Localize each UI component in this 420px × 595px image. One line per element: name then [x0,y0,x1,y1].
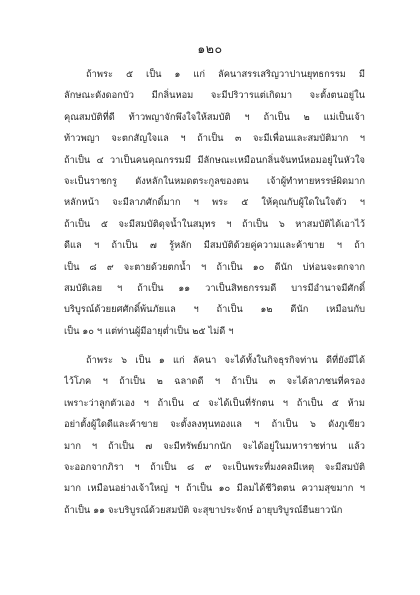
text-line: เพราะว่าลูกตัวเอง ฯ ถ้าเป็น ๔ จะได้เป็นที่รักตน ฯ ถ้าเป็น ๕ ห้าม [64,397,365,409]
text-line: ลักษณะดังดอกบัว มีกลิ่นหอม จะมีปริวารแต่เกิดมา จะตั้งตนอยู่ใน [64,90,365,102]
text-line: มาก เหมือนอย่างเจ้าใหญ่ ฯ ถ้าเป็น ๑๐ มีลมได้ชีวิตตน ความสุขมาก ฯ [64,483,365,495]
text-line: จะออกจากภิรา ฯ ถ้าเป็น ๘ ๙ จะเป็นพระที่มงคลมีเหตุ จะมีสมบัติ [64,462,365,474]
text-line: บริบูรณ์ด้วยยศศักดิ์พ้นภัยแล ฯ ถ้าเป็น ๑๒ ดีนัก เหมือนกับ [64,304,365,316]
paragraph-1 [64,64,365,342]
text-line: เป็น ๘ ๙ จะตายด้วยตกน้ำ ฯ ถ้าเป็น ๑๐ ดีนัก บ่ห่อนจะตกจาก [64,261,365,273]
text-line: ไว้โภค ฯ ถ้าเป็น ๒ ฉลาดดี ฯ ถ้าเป็น ๓ จะได้ลาภชนที่ครอง [64,376,365,388]
text-line: อย่าตั้งผู้ใดดีและค้าขาย จะตั้งลงทุนทองแล ฯ ถ้าเป็น ๖ ดังภูเขียว [64,419,365,431]
text-line: ถ้าเป็น ๕ จะมีสมบัติดุจน้ำในสมุทร ฯ ถ้าเป็น ๖ หาสมบัติได้เอาไว้ [64,218,365,230]
page-number: ๑๒๐ [197,41,223,56]
text-line: ถ้าเป็น ๔ วาเป็นคนคุณกรรมมี มีลักษณะเหมือนกลิ่นจันทน์หอมอยู่ในหัวใจ [64,154,365,166]
text-line: คุณสมบัติที่ดี ท้าวพญาจักพึงใจให้สมบัติ ฯ ถ้าเป็น ๒ แม่เป็นเจ้า [64,111,365,123]
text-line: สมบัติเลย ฯ ถ้าเป็น ๑๑ วาเป็นสิทธกรรมดี บารมีอำนาจมีศักดิ์ [64,282,365,294]
text-line: เป็น ๑๐ ฯ แต่ท่านผู้มีอายุต่ำเป็น ๒๕ ไม่ดี ฯ [64,325,234,337]
text-line: มาก ฯ ถ้าเป็น ๗ จะมีทรัพย์มากนัก จะได้อยู่ในมหาราชท่าน แล้ว [64,440,365,452]
paragraph-2 [64,350,365,521]
text-line: ถ้าเป็น ๑๑ จะบริบูรณ์ด้วยสมบัติ จะสุขาประจักษ์ อายุบริบูรณ์ยืนยาวนัก [64,504,343,516]
text-line: ท้าวพญา จะตกสัญใจแล ฯ ถ้าเป็น ๓ จะมีเพื่อนและสมบัติมาก ฯ [64,133,365,145]
body-text [64,64,365,521]
text-line: ถ้าพระ ๖ เป็น ๑ แก่ ลัคนา จะได้ทั้งในกิจธุรกิจท่าน ดีที่ยังมีได้ [86,355,365,367]
paragraph-gap [64,342,365,350]
text-line: หลักหน้า จะมีลาภศักดิ์มาก ฯ พระ ๕ ให้คุณกับผู้ใดในใจตัว ฯ [64,197,365,209]
text-line: ถ้าพระ ๕ เป็น ๑ แก่ ลัคนาสรรเสริญวาปานยุทธกรรม มี [86,69,365,80]
text-line: ดีแล ฯ ถ้าเป็น ๗ รู้หลัก มีสมบัติด้วยคู่ความและค้าขาย ฯ ถ้า [64,240,365,252]
text-line: จะเป็นราชกรู ดังหลักในหมดตระกูลของตน เจ้าผู้ทำทายหรรษ์ผิดมาก [64,175,365,187]
